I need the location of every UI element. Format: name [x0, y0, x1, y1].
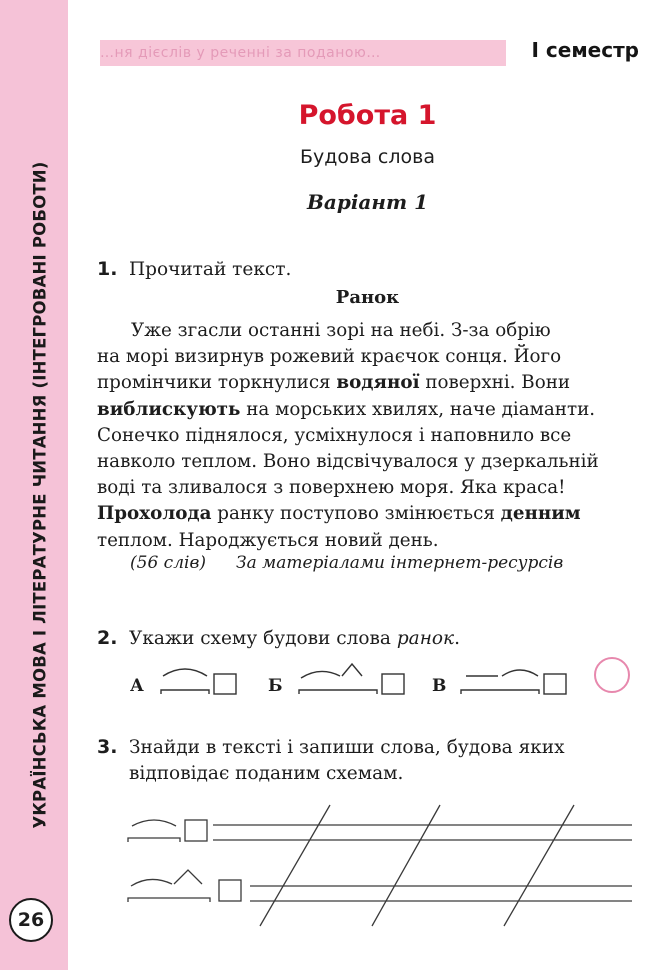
- passage-text: Уже згасли останні зорі на небі. З-за обрію: [131, 320, 551, 341]
- header-faint-text: …ня дієслів у реченні за поданою…: [100, 45, 381, 61]
- option-label-b[interactable]: Б: [268, 676, 283, 696]
- work-title: Робота 1: [298, 100, 437, 131]
- task-instruction-cont: відповідає поданим схемам.: [129, 763, 404, 784]
- option-label-v[interactable]: В: [432, 676, 447, 696]
- work-topic: Будова слова: [300, 146, 435, 168]
- highlighted-word: водяної: [336, 372, 420, 394]
- task-number: 2.: [97, 627, 118, 649]
- reading-text-title: Ранок: [335, 287, 400, 308]
- passage-text: поверхні. Вони: [419, 372, 571, 394]
- passage-text: на морі визирнув рожевий краєчок сонця. Його: [97, 346, 562, 368]
- task-instruction: Знайди в тексті і запиши слова, будова яких: [129, 737, 565, 758]
- vertical-subject-title: УКРАЇНСЬКА МОВА І ЛІТЕРАТУРНЕ ЧИТАННЯ (ІНТЕГРОВАНІ РОБОТИ): [30, 161, 50, 829]
- passage-text: теплом. Народжується новий день.: [97, 529, 439, 551]
- highlighted-word: Прохолода: [97, 503, 212, 525]
- word-count: (56 слів): [130, 553, 206, 573]
- source-attribution: За матеріалами інтернет-ресурсів: [235, 553, 564, 573]
- option-label-a[interactable]: А: [130, 676, 144, 696]
- passage-text: на морських хвилях, наче діаманти.: [240, 398, 596, 420]
- task-instruction: Прочитай текст.: [129, 259, 292, 280]
- passage-text: промінчики торкнулися: [97, 372, 337, 394]
- variant-label: Варіант 1: [306, 190, 429, 214]
- passage-text: ранку поступово змінюється: [211, 503, 501, 525]
- passage-text: воді та зливалося з поверхнею моря. Яка краса!: [97, 477, 566, 499]
- page-number: 26: [9, 898, 53, 942]
- task-2: 2. Укажи схему будови слова ранок.: [97, 627, 460, 649]
- task-number: 1.: [97, 258, 118, 280]
- task-instruction: Укажи схему будови слова: [129, 628, 397, 649]
- passage-text: Сонечко піднялося, усміхнулося і наповнило все: [97, 424, 572, 446]
- highlighted-word: денним: [500, 503, 581, 525]
- target-word: ранок: [396, 628, 455, 649]
- semester-label: І семестр: [531, 38, 639, 62]
- task-number: 3.: [97, 736, 118, 758]
- passage-text: навколо теплом. Воно відсвічувалося у дзеркальній: [97, 451, 599, 473]
- highlighted-word: виблискують: [97, 398, 241, 420]
